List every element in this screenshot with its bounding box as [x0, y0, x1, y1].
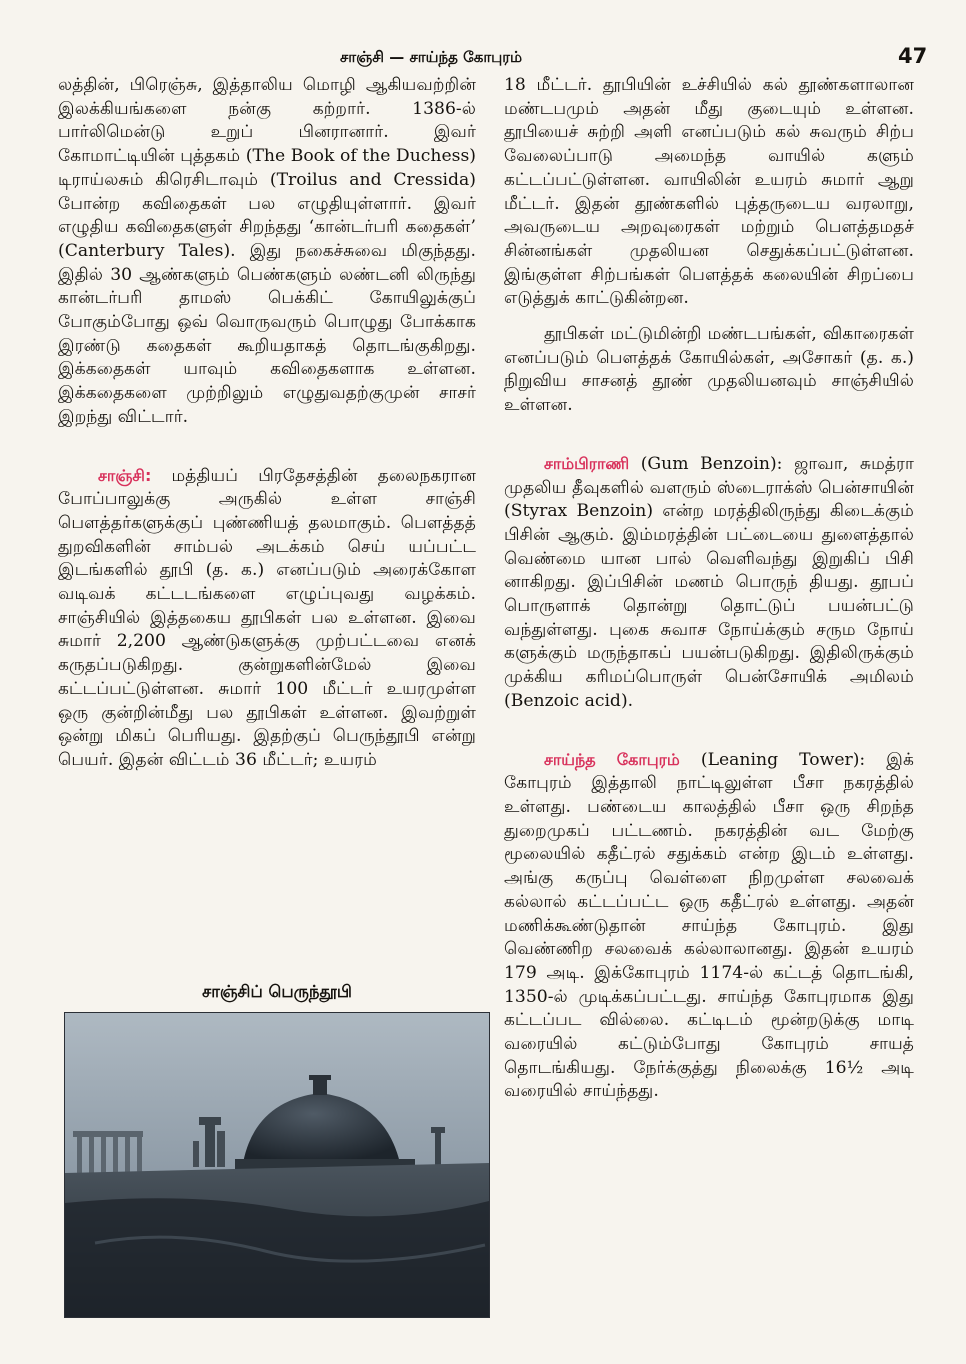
- entry-heading-sanchi: சாஞ்சி:: [98, 465, 152, 485]
- figure-caption: சாஞ்சிப் பெருந்தூபி: [202, 982, 352, 1001]
- entry-sanchi: [58, 464, 476, 773]
- chaucer-continuation-paragraph: லத்தின், பிரெஞ்சு, இத்தாலிய மொழி ஆகியவற்றின் இலக்கியங்களை நன்கு கற்றார். 1386-ல் பார்லிமென்டு உறுப் பினரானார். இவர் கோமாட்டியின் புத்தகம் (The Book of the Duchess) டிராய்லசும் கிரெசிடாவும் (Troilus and Cressida) போன்ற கவிதைகள் பல எழுதியுள்ளார். இவர் எழுதிய கவிதைகளுள் சிறந்தது ‘கான்டர்பரி கதைகள்’ (Canterbury Tales). இது நகைச்சுவை மிகுந்தது. இதில் 30 ஆண்களும் பெண்களும் லண்டனி லிருந்து கான்டர்பரி தாமஸ் பெக்கிட் கோயிலுக்குப் போகும்போது ஒவ் வொருவரும் பொழுது போக்காக இரண்டு கதைகள் கூறியதாகத் தொடங்குகிறது. இக்கதைகள் யாவும் கவிதைகளாக உள்ளன. இக்கதைகளை முற்றிலும் எழுதுவதற்குமுன் சாசர் இறந்து விட்டார்.: [58, 75, 476, 427]
- entry-heading-benzoin: சாம்பிராணி: [544, 453, 630, 473]
- stupa-figure: [64, 982, 490, 1318]
- entry-body-benzoin: (Gum Benzoin): ஜாவா, சுமத்ரா முதலிய தீவுகளில் வளரும் ஸ்டைராக்ஸ் பென்சாயின் (Styrax Benzoin) என்ற மரத்திலிருந்து கிடைக்கும் பிசின் ஆகும். இம்மரத்தின் பட்டையை துளைத்தால் வெண்மை யான பால் வெளிவந்து இறுகிப் பிசி னாகிறது. இப்பிசின் மணம் பொருந் தியது. தூபப் பொருளாக் தொன்று தொட்டுப் பயன்பட்டு வந்துள்ளது. புகை சுவாச நோய்க்கும் சரும நோய் களுக்கும் மருந்தாகப் பயன்படுகிறது. இதிலிருக்கும் முக்கிய கரிமப்பொருள் பென்சோயிக் அமிலம் (Benzoic acid).: [504, 453, 914, 711]
- entry-heading-leaning-tower: சாய்ந்த கோபுரம்: [544, 749, 680, 769]
- sanchi-continuation-paragraph: 18 மீட்டர். தூபியின் உச்சியில் கல் தூண்களாலான மண்டபமும் அதன் மீது குடையும் உள்ளன. தூபியைச் சுற்றி அளி எனப்படும் கல் சுவரும் சிற்ப வேலைப்பாடு அமைந்த வாயில் களும் கட்டப்பட்டுள்ளன. வாயிலின் உயரம் சுமார் ஆறு மீட்டர். இதன் தூண்களில் புத்தருடைய வரலாறு, அவருடைய அறவுரைகள் மற்றும் பௌத்தமதச் சின்னங்கள் முதலியன செதுக்கப்பட்டுள்ளன. இங்குள்ள சிற்பங்கள் பௌத்தக் கலையின் சிறப்பை எடுத்துக் காட்டுகின்றன.: [504, 75, 914, 309]
- entry-leaning-tower: [504, 748, 914, 1105]
- page-number: 47: [898, 44, 928, 68]
- left-column: [58, 74, 476, 773]
- sanchi-second-paragraph: தூபிகள் மட்டுமின்றி மண்டபங்கள், விகாரைகள் எனப்படும் பௌத்தக் கோயில்கள், அசோகர் (த. க.) நிறுவிய சாசனத் தூண் முதலியனவும் சாஞ்சியில் உள்ளன.: [504, 324, 914, 416]
- right-column: [504, 74, 914, 1104]
- running-title: சாஞ்சி — சாய்ந்த கோபுரம்: [340, 48, 523, 66]
- great-stupa-photo: [64, 1012, 490, 1318]
- page-header: [0, 44, 966, 74]
- entry-benzoin: [504, 452, 914, 714]
- entry-body-leaning-tower: (Leaning Tower): இக் கோபுரம் இத்தாலி நாட்டிலுள்ள பீசா நகரத்தில் உள்ளது. பண்டைய காலத்தில் பீசா ஒரு சிறந்த துறைமுகப் பட்டணம். நகரத்தின் வட மேற்கு மூலையில் கதீட்ரல் சதுக்கம் என்ற இடம் உள்ளது. அங்கு கருப்பு வெள்ளை நிறமுள்ள சலவைக் கல்லால் கட்டப்பட்ட ஒரு கதீட்ரல் உள்ளது. அதன் மணிக்கூண்டுதான் சாய்ந்த கோபுரம். இது வெண்ணிற சலவைக் கல்லாலானது. இதன் உயரம் 179 அடி. இக்கோபுரம் 1174-ல் கட்டத் தொடங்கி, 1350-ல் முடிக்கப்பட்டது. சாய்ந்த கோபுரமாக இது கட்டப்பட வில்லை. கட்டிடம் மூன்றடுக்கு மாடி வரையில் கட்டும்போது கோபுரம் சாயத் தொடங்கியது. நேர்க்குத்து நிலைக்கு 16½ அடி வரையில் சாய்ந்தது.: [504, 749, 914, 1102]
- entry-body-sanchi: மத்தியப் பிரதேசத்தின் தலைநகரான போப்பாலுக்கு அருகில் உள்ள சாஞ்சி பௌத்தர்களுக்குப் புண்ணியத் தலமாகும். பௌத்தத் துறவிகளின் சாம்பல் அடக்கம் செய் யப்பட்ட இடங்களில் தூபி (த. க.) எனப்படும் அரைக்கோள வடிவக் கட்டடங்களை எழுப்புவது வழக்கம். சாஞ்சியில் இத்தகைய தூபிகள் பல உள்ளன. இவை சுமார் 2,200 ஆண்டுகளுக்கு முற்பட்டவை எனக் கருதப்படுகிறது. குன்றுகளின்மேல் இவை கட்டப்பட்டுள்ளன. சுமார் 100 மீட்டர் உயரமுள்ள ஒரு குன்றின்மீது பல தூபிகள் உள்ளன. இவற்றுள் ஒன்று மிகப் பெரியது. இதற்குப் பெருந்தூபி என்று பெயர். இதன் விட்டம் 36 மீட்டர்; உயரம்: [58, 465, 476, 770]
